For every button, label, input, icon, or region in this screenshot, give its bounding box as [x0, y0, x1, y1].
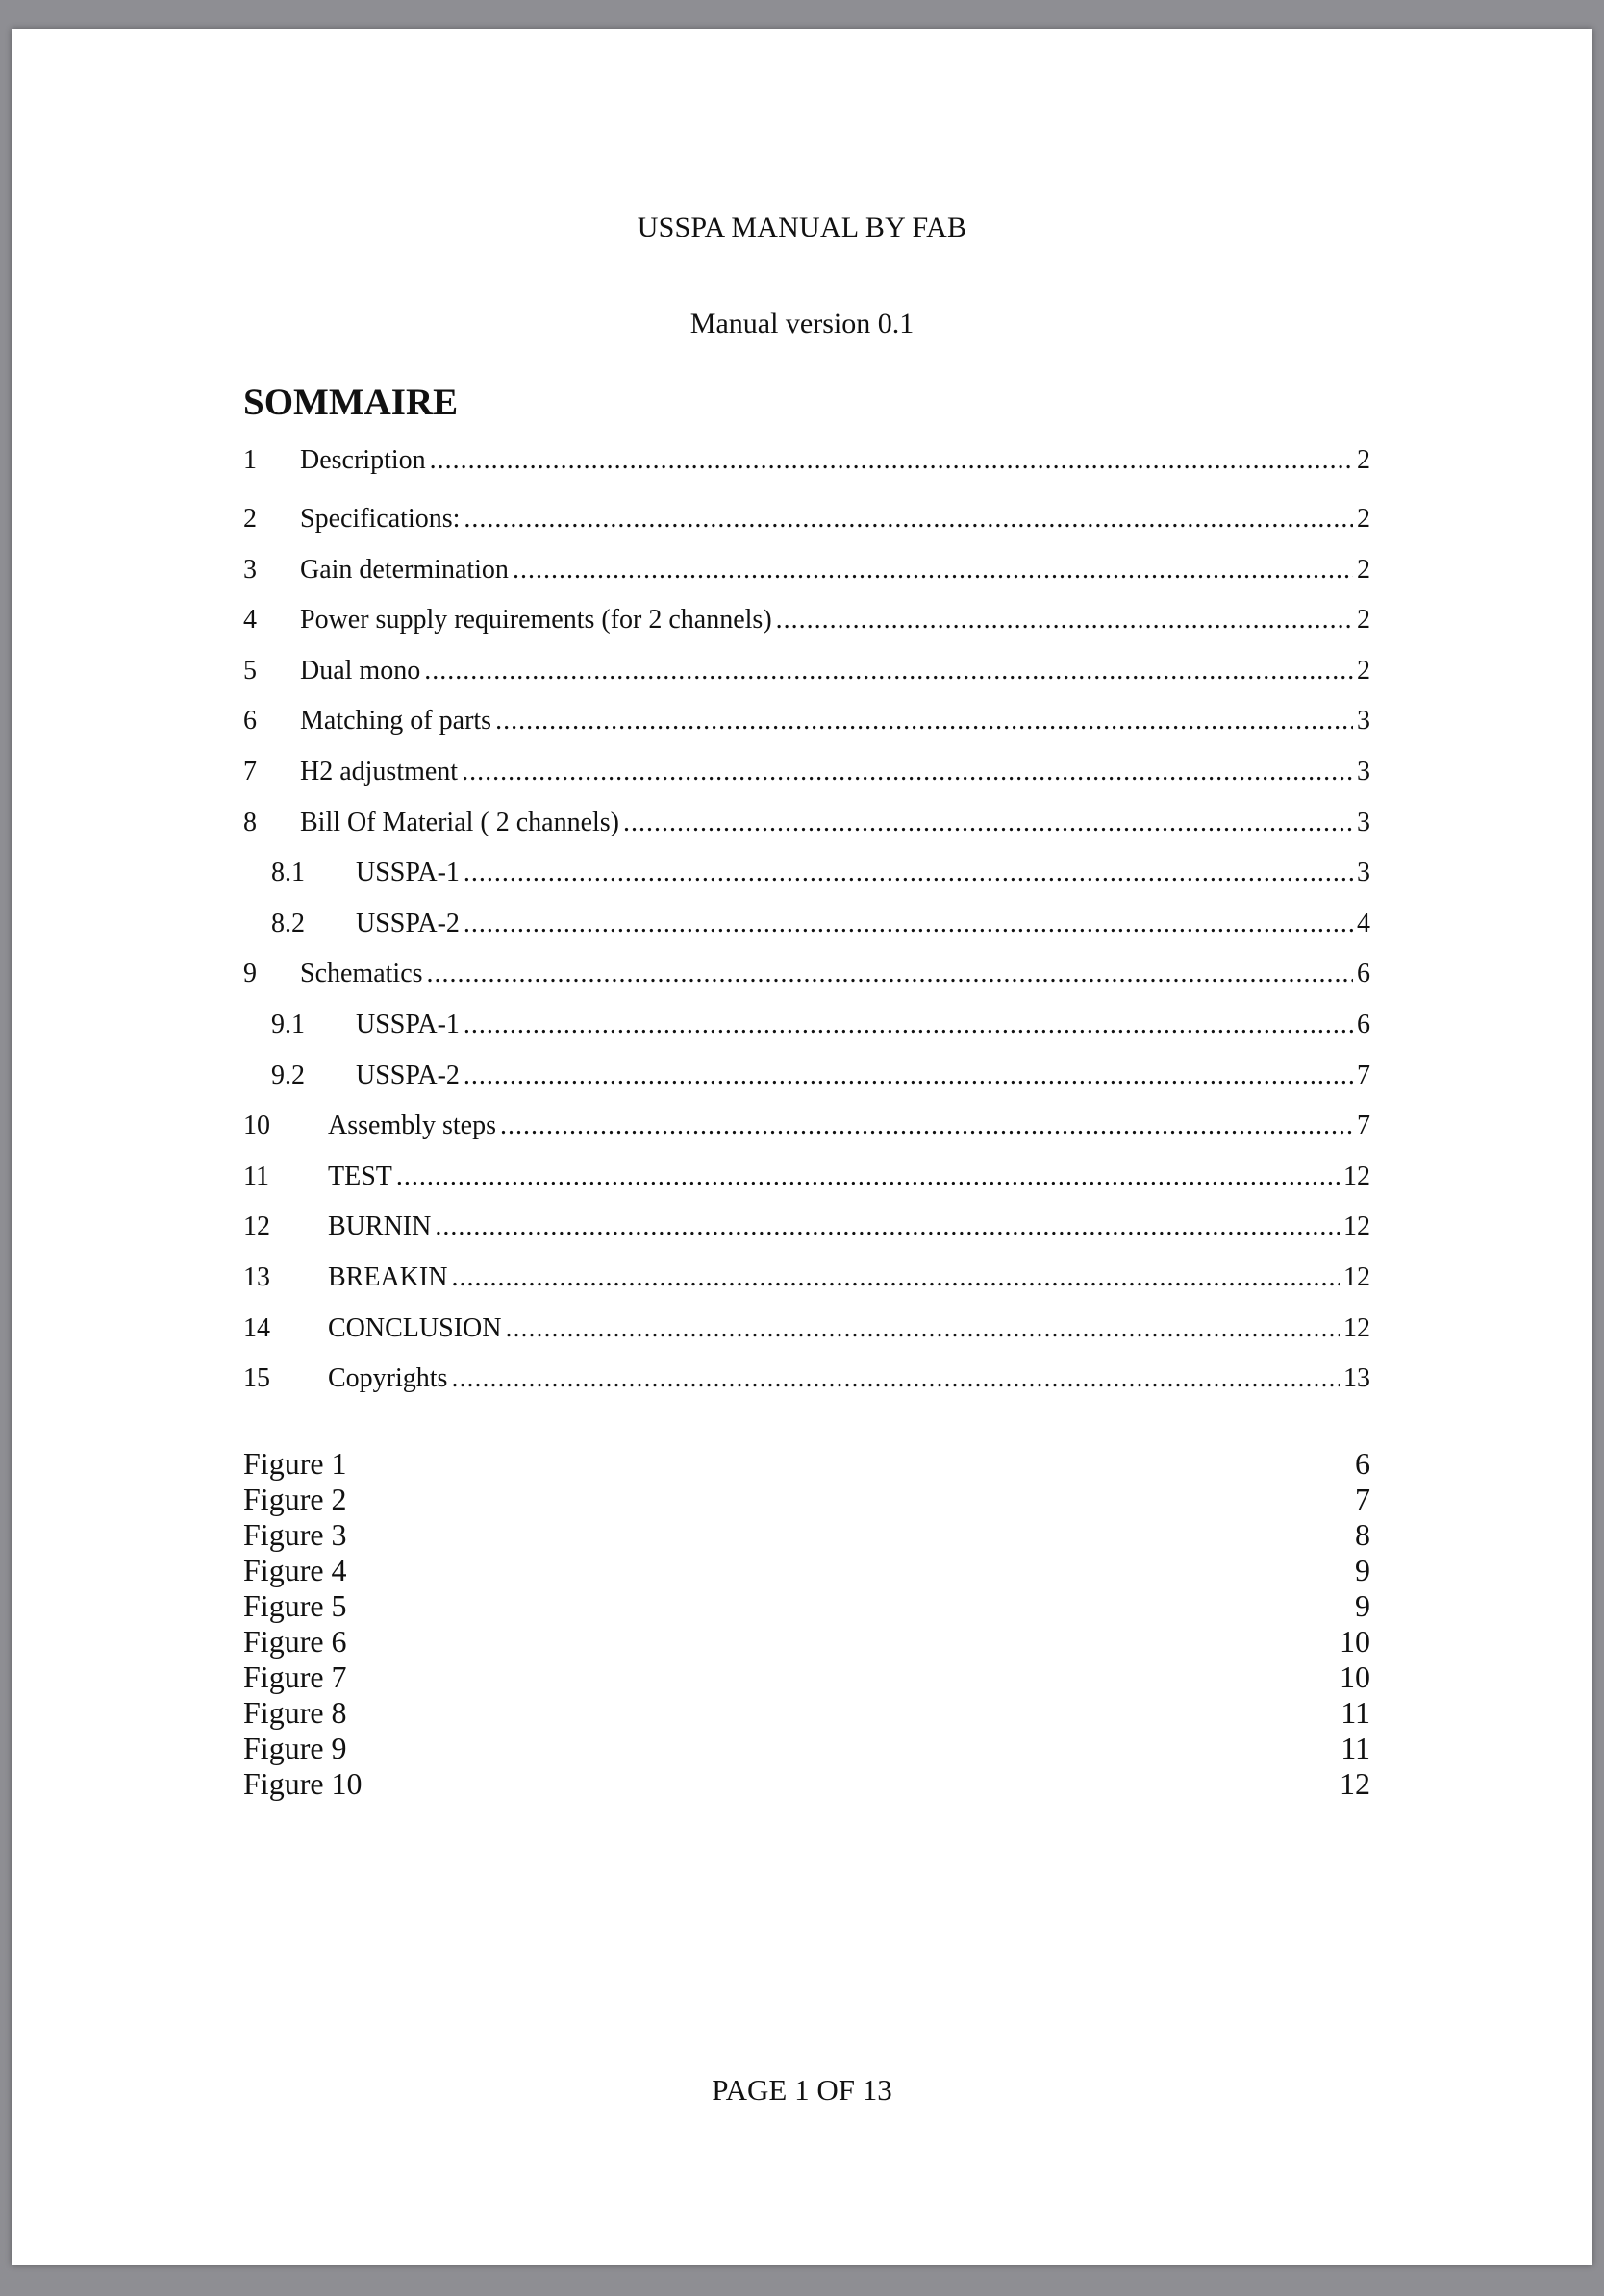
figure-entry[interactable]	[243, 1731, 1370, 1766]
toc-entry-number: 9.1	[271, 1009, 305, 1039]
toc-heading: SOMMAIRE	[243, 382, 459, 423]
figure-entry-page: 10	[1340, 1660, 1370, 1694]
toc-entry-label: USSPA-2	[356, 908, 460, 938]
toc-leader-dots	[464, 1000, 1353, 1051]
toc-entry[interactable]	[243, 1000, 1370, 1051]
toc-leader-dots	[427, 949, 1353, 1000]
figure-entry-label: Figure 3	[243, 1517, 347, 1552]
toc-entry-page: 3	[1357, 706, 1370, 736]
toc-entry-page: 2	[1357, 445, 1370, 475]
toc-entry[interactable]	[243, 1253, 1370, 1304]
toc-entry-page: 4	[1357, 908, 1370, 938]
toc-entry-label: H2 adjustment	[300, 756, 459, 786]
toc-entry-page: 3	[1357, 756, 1370, 786]
toc-leader-dots	[464, 848, 1353, 899]
toc-entry-number: 9.2	[271, 1060, 305, 1090]
toc-entry-label: CONCLUSION	[328, 1312, 502, 1343]
toc-entry-label: Assembly steps	[328, 1111, 496, 1141]
toc-leader-dots	[623, 798, 1353, 849]
figure-entry-page: 11	[1341, 1731, 1370, 1765]
toc-leader-dots	[435, 1202, 1340, 1253]
toc-entry-number: 6	[243, 706, 257, 736]
figure-entry-page: 11	[1341, 1695, 1370, 1730]
toc-entry-number: 8.1	[271, 858, 305, 888]
toc-leader-dots	[776, 595, 1353, 646]
figure-entry[interactable]	[243, 1517, 1370, 1553]
toc-leader-dots	[451, 1253, 1340, 1304]
toc-leader-dots	[451, 1354, 1340, 1405]
figure-entry[interactable]	[243, 1588, 1370, 1624]
toc-leader-dots	[430, 444, 1353, 477]
toc-entry-page: 13	[1343, 1363, 1370, 1394]
toc-entry-page: 7	[1357, 1111, 1370, 1141]
toc-entry-page: 6	[1357, 1009, 1370, 1039]
toc-entry-page: 3	[1357, 807, 1370, 837]
toc-entry-label: BREAKIN	[328, 1261, 448, 1292]
figure-entry-page: 6	[1355, 1446, 1370, 1481]
figure-entry-label: Figure 8	[243, 1695, 347, 1730]
toc-entry[interactable]	[243, 696, 1370, 747]
figure-entry-page: 12	[1340, 1766, 1370, 1801]
figure-entry[interactable]	[243, 1695, 1370, 1731]
toc-entry-number: 8	[243, 807, 257, 837]
toc-entry-page: 2	[1357, 554, 1370, 585]
figure-entry-label: Figure 9	[243, 1731, 347, 1765]
toc-entry[interactable]	[243, 545, 1370, 596]
toc-entry-number: 10	[243, 1111, 270, 1141]
page-footer: PAGE 1 OF 13	[712, 2073, 892, 2107]
toc-entry-label: TEST	[328, 1160, 392, 1191]
document-page	[12, 29, 1592, 2265]
table-of-contents	[243, 444, 1370, 1405]
toc-entry-number: 11	[243, 1160, 269, 1191]
list-of-figures	[243, 1446, 1370, 1802]
figure-entry-label: Figure 4	[243, 1553, 347, 1587]
toc-entry-page: 2	[1357, 655, 1370, 686]
figure-entry-label: Figure 2	[243, 1482, 347, 1516]
toc-entry[interactable]	[243, 1051, 1370, 1102]
figure-entry-label: Figure 10	[243, 1766, 363, 1801]
toc-leader-dots	[462, 747, 1353, 798]
toc-entry[interactable]	[243, 1101, 1370, 1152]
figure-entry-page: 10	[1340, 1624, 1370, 1659]
toc-entry-number: 2	[243, 504, 257, 534]
figure-entry[interactable]	[243, 1624, 1370, 1660]
toc-entry-label: Specifications:	[300, 504, 461, 534]
toc-entry-label: USSPA-1	[356, 1009, 460, 1039]
toc-entry[interactable]	[243, 899, 1370, 950]
toc-entry[interactable]	[243, 798, 1370, 849]
toc-entry[interactable]	[243, 444, 1370, 477]
toc-entry-page: 12	[1343, 1261, 1370, 1292]
figure-entry[interactable]	[243, 1553, 1370, 1588]
toc-entry-page: 12	[1343, 1312, 1370, 1343]
toc-entry-number: 4	[243, 605, 257, 636]
toc-entry-label: Description	[300, 445, 426, 475]
toc-entry-number: 5	[243, 655, 257, 686]
toc-entry[interactable]	[243, 848, 1370, 899]
figure-entry[interactable]	[243, 1482, 1370, 1517]
toc-entry-number: 1	[243, 445, 257, 475]
toc-entry-label: Copyrights	[328, 1363, 448, 1394]
figure-entry[interactable]	[243, 1766, 1370, 1802]
figure-entry-page: 8	[1355, 1517, 1370, 1552]
figure-entry-page: 9	[1355, 1553, 1370, 1587]
toc-entry[interactable]	[243, 1202, 1370, 1253]
toc-leader-dots	[396, 1152, 1340, 1203]
toc-entry-number: 3	[243, 554, 257, 585]
toc-leader-dots	[464, 494, 1353, 545]
toc-entry-label: BURNIN	[328, 1211, 432, 1242]
figure-entry-page: 7	[1355, 1482, 1370, 1516]
figure-entry-page: 9	[1355, 1588, 1370, 1623]
toc-entry[interactable]	[243, 1304, 1370, 1355]
toc-entry-label: Bill Of Material ( 2 channels)	[300, 807, 620, 837]
toc-entry-page: 3	[1357, 858, 1370, 888]
toc-leader-dots	[424, 646, 1353, 697]
toc-entry[interactable]	[243, 646, 1370, 697]
toc-entry-number: 14	[243, 1312, 270, 1343]
toc-leader-dots	[500, 1101, 1353, 1152]
toc-entry-number: 8.2	[271, 908, 305, 938]
toc-entry-page: 12	[1343, 1211, 1370, 1242]
toc-entry[interactable]	[243, 494, 1370, 545]
toc-entry-page: 2	[1357, 504, 1370, 534]
toc-entry[interactable]	[243, 1354, 1370, 1405]
toc-entry[interactable]	[243, 949, 1370, 1000]
toc-entry-label: Matching of parts	[300, 706, 492, 736]
toc-entry-page: 7	[1357, 1060, 1370, 1090]
toc-entry-number: 7	[243, 756, 257, 786]
document-title: USSPA MANUAL BY FAB	[637, 212, 967, 243]
toc-entry-number: 9	[243, 959, 257, 989]
toc-entry-number: 12	[243, 1211, 270, 1242]
toc-leader-dots	[495, 696, 1353, 747]
figure-entry-label: Figure 1	[243, 1446, 347, 1481]
toc-entry[interactable]	[243, 595, 1370, 646]
toc-entry-label: Schematics	[300, 959, 423, 989]
toc-entry-label: USSPA-2	[356, 1060, 460, 1090]
figure-entry-label: Figure 5	[243, 1588, 347, 1623]
toc-leader-dots	[513, 545, 1353, 596]
toc-entry-number: 15	[243, 1363, 270, 1394]
toc-entry-label: Dual mono	[300, 655, 421, 686]
toc-entry-label: Gain determination	[300, 554, 509, 585]
toc-entry-label: Power supply requirements (for 2 channels)	[300, 605, 772, 636]
figure-entry-label: Figure 6	[243, 1624, 347, 1659]
toc-entry[interactable]	[243, 1152, 1370, 1203]
toc-leader-dots	[464, 899, 1353, 950]
toc-entry-page: 2	[1357, 605, 1370, 636]
toc-entry[interactable]	[243, 747, 1370, 798]
toc-leader-dots	[464, 1051, 1353, 1102]
toc-entry-page: 12	[1343, 1160, 1370, 1191]
toc-leader-dots	[505, 1304, 1340, 1355]
toc-entry-label: USSPA-1	[356, 858, 460, 888]
document-version: Manual version 0.1	[689, 308, 915, 339]
figure-entry[interactable]	[243, 1660, 1370, 1695]
toc-entry-page: 6	[1357, 959, 1370, 989]
toc-entry-number: 13	[243, 1261, 270, 1292]
figure-entry-label: Figure 7	[243, 1660, 347, 1694]
figure-entry[interactable]	[243, 1446, 1370, 1482]
